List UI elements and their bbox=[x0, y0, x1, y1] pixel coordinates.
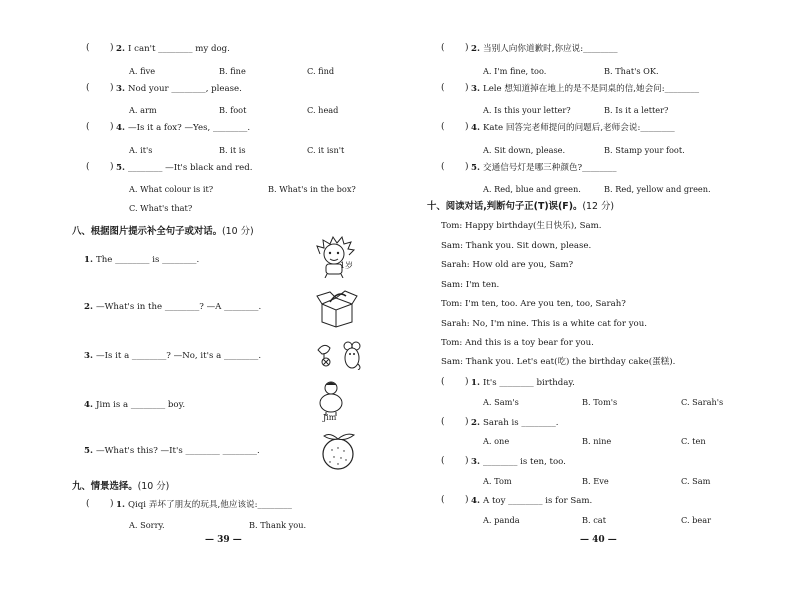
question-text: Qiqi 弄坏了朋友的玩具,他应该说:________ bbox=[128, 500, 292, 510]
answer-paren-open: ( bbox=[86, 122, 90, 132]
answer-paren-open: ( bbox=[441, 417, 445, 427]
answer-paren-close: ) bbox=[465, 495, 469, 505]
option-c: C. Sarah's bbox=[681, 397, 724, 407]
option-a: A. Red, blue and green. bbox=[483, 184, 581, 194]
dialogue-line: Tom: And this is a toy bear for you. bbox=[441, 338, 594, 348]
question-number: 2. bbox=[116, 44, 125, 54]
answer-paren-open: ( bbox=[86, 43, 90, 53]
option-b: B. That's OK. bbox=[604, 66, 659, 76]
question-text: Kate 回答完老师提问的问题后,老师会说:________ bbox=[483, 123, 675, 133]
option-c: C. it isn't bbox=[307, 145, 345, 155]
answer-paren-open: ( bbox=[441, 377, 445, 387]
option-c: C. head bbox=[307, 105, 339, 115]
answer-paren-close: ) bbox=[465, 43, 469, 53]
answer-paren-close: ) bbox=[110, 122, 114, 132]
question-text: The ________ is ________. bbox=[96, 255, 200, 265]
question-number: 4. bbox=[84, 400, 93, 410]
question-text: —Is it a ________? —No, it's a ________. bbox=[96, 351, 262, 361]
option-c: C. find bbox=[307, 66, 335, 76]
question-number: 4. bbox=[471, 123, 480, 133]
section-title: 十、阅读对话,判断句子正(T)误(F)。 bbox=[427, 201, 583, 212]
answer-paren-close: ) bbox=[465, 377, 469, 387]
answer-paren-close: ) bbox=[110, 43, 114, 53]
dialogue-line: Tom: I'm ten, too. Are you ten, too, Sarah? bbox=[441, 299, 626, 309]
dialogue-line: Tom: Happy birthday(生日快乐), Sam. bbox=[441, 221, 602, 231]
option-b: B. Red, yellow and green. bbox=[604, 184, 711, 194]
answer-paren-close: ) bbox=[465, 417, 469, 427]
option-a: A. it's bbox=[129, 145, 153, 155]
question-number: 2. bbox=[471, 44, 480, 54]
option-a: A. I'm fine, too. bbox=[483, 66, 547, 76]
answer-paren-open: ( bbox=[86, 162, 90, 172]
answer-paren-open: ( bbox=[86, 499, 90, 509]
question-number: 5. bbox=[84, 446, 93, 456]
question-text: Nod your ________, please. bbox=[128, 84, 242, 94]
option-b: B. Tom's bbox=[582, 397, 618, 407]
option-b: B. it is bbox=[219, 145, 246, 155]
question-text: Lele 想知道掉在地上的是不是同桌的信,她会问:________ bbox=[483, 84, 700, 94]
answer-paren-open: ( bbox=[86, 83, 90, 93]
section-9-heading bbox=[72, 482, 169, 491]
option-a: A. one bbox=[483, 436, 510, 446]
question-number: 4. bbox=[471, 496, 480, 506]
age-label: 1岁 bbox=[340, 261, 354, 270]
answer-paren-open: ( bbox=[441, 495, 445, 505]
question-number: 5. bbox=[471, 163, 480, 173]
question-text: A toy ________ is for Sam. bbox=[483, 496, 593, 506]
question-number: 3. bbox=[116, 84, 125, 94]
option-a: A. Sam's bbox=[483, 397, 519, 407]
page-number: — 40 — bbox=[580, 535, 617, 545]
option-b: B. Eve bbox=[582, 476, 609, 486]
dialogue-line: Sam: I'm ten. bbox=[441, 280, 500, 290]
answer-paren-close: ) bbox=[465, 83, 469, 93]
question-text: 当别人向你道歉时,你应说:________ bbox=[483, 44, 618, 54]
section-title: 八、根据图片提示补全句子或对话。 bbox=[72, 226, 223, 237]
option-b: B. What's in the box? bbox=[268, 184, 356, 194]
question-text: Sarah is ________. bbox=[483, 418, 559, 428]
answer-paren-close: ) bbox=[110, 499, 114, 509]
option-c: C. bear bbox=[681, 515, 712, 525]
question-text: ________ is ten, too. bbox=[483, 457, 566, 467]
option-b: B. Stamp your foot. bbox=[604, 145, 685, 155]
answer-paren-open: ( bbox=[441, 43, 445, 53]
answer-paren-close: ) bbox=[465, 456, 469, 466]
option-b: B. nine bbox=[582, 436, 612, 446]
option-c: C. Sam bbox=[681, 476, 711, 486]
section-points: (12 分) bbox=[582, 201, 614, 212]
option-a: A. Sorry. bbox=[129, 520, 165, 530]
option-a: A. arm bbox=[129, 105, 157, 115]
section-10-heading bbox=[427, 202, 614, 211]
page-number: — 39 — bbox=[205, 535, 242, 545]
answer-paren-open: ( bbox=[441, 122, 445, 132]
option-a: A. Sit down, please. bbox=[483, 145, 566, 155]
dialogue-line: Sarah: No, I'm nine. This is a white cat for you. bbox=[441, 319, 647, 329]
option-a: A. Is this your letter? bbox=[483, 105, 571, 115]
dialogue-line: Sarah: How old are you, Sam? bbox=[441, 260, 574, 270]
question-text: —Is it a fox? —Yes, ________. bbox=[128, 123, 251, 133]
question-number: 2. bbox=[84, 302, 93, 312]
dialogue-line: Sam: Thank you. Sit down, please. bbox=[441, 241, 592, 251]
answer-paren-open: ( bbox=[441, 162, 445, 172]
option-b: B. cat bbox=[582, 515, 606, 525]
option-c: C. ten bbox=[681, 436, 706, 446]
question-text: —What's this? —It's ________ ________. bbox=[96, 446, 260, 456]
question-number: 1. bbox=[471, 378, 480, 388]
option-b: B. Thank you. bbox=[249, 520, 307, 530]
question-text: I can't ________ my dog. bbox=[128, 44, 230, 54]
answer-paren-open: ( bbox=[441, 456, 445, 466]
question-number: 1. bbox=[84, 255, 93, 265]
answer-paren-close: ) bbox=[465, 162, 469, 172]
question-text: It's ________ birthday. bbox=[483, 378, 575, 388]
question-number: 3. bbox=[84, 351, 93, 361]
question-text: —What's in the ________? —A ________. bbox=[96, 302, 262, 312]
question-number: 1. bbox=[116, 500, 125, 510]
option-b: B. Is it a letter? bbox=[604, 105, 669, 115]
answer-paren-close: ) bbox=[465, 122, 469, 132]
answer-paren-open: ( bbox=[441, 83, 445, 93]
section-title: 九、情景选择。 bbox=[72, 481, 138, 492]
question-number: 5. bbox=[116, 163, 125, 173]
fat-boy-picture bbox=[318, 380, 344, 416]
option-a: A. five bbox=[129, 66, 156, 76]
option-a: A. panda bbox=[483, 515, 520, 525]
option-a: A. Tom bbox=[483, 476, 512, 486]
option-c: C. What's that? bbox=[129, 203, 193, 213]
option-b: B. fine bbox=[219, 66, 246, 76]
section-points: (10 分) bbox=[137, 481, 170, 492]
question-number: 2. bbox=[471, 418, 480, 428]
answer-paren-close: ) bbox=[110, 83, 114, 93]
section-points: (10 分) bbox=[222, 226, 254, 237]
question-number: 3. bbox=[471, 84, 480, 94]
question-number: 3. bbox=[471, 457, 480, 467]
box-picture bbox=[316, 288, 358, 328]
option-a: A. What colour is it? bbox=[129, 184, 214, 194]
question-text: Jim is a ________ boy. bbox=[96, 400, 186, 410]
orange-picture bbox=[316, 430, 360, 470]
question-text: ________ —It's black and red. bbox=[128, 163, 253, 173]
question-number: 4. bbox=[116, 123, 125, 133]
question-text: 交通信号灯是哪三种颜色?________ bbox=[483, 163, 617, 173]
baby-boy-picture bbox=[314, 234, 360, 278]
answer-paren-close: ) bbox=[110, 162, 114, 172]
bird-and-mouse-picture bbox=[314, 338, 362, 370]
option-b: B. foot bbox=[219, 105, 247, 115]
jim-label: Jim bbox=[323, 413, 337, 422]
dialogue-line: Sam: Thank you. Let's eat(吃) the birthday cake(蛋糕). bbox=[441, 357, 676, 367]
section-8-heading bbox=[72, 227, 254, 236]
